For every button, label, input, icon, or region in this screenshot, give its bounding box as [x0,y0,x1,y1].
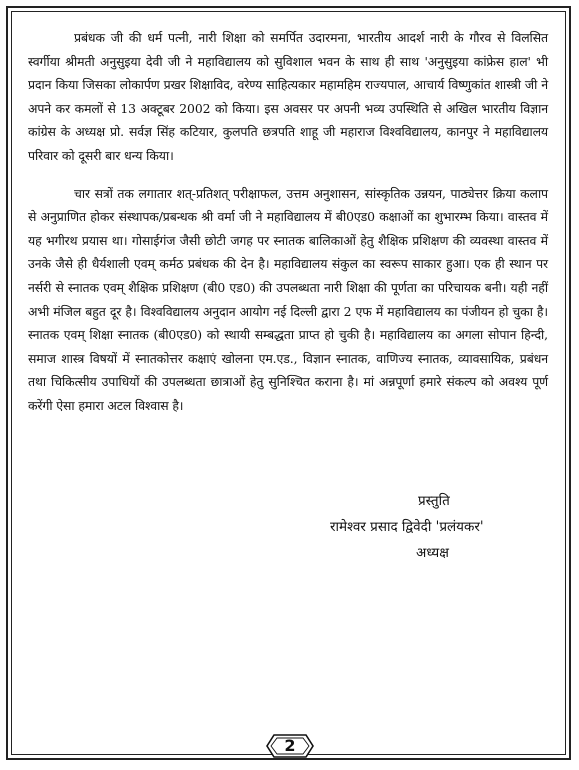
presented-by-label: प्रस्तुति [418,493,450,509]
document-body [28,26,548,432]
signatory-designation: अध्यक्ष [416,545,449,561]
paragraph-1: प्रबंधक जी की धर्म पत्नी, नारी शिक्षा को समर्पित उदारमना, भारतीय आदर्श नारी के गौरव से विलसित स्वर्गीया श्रीमती अनुसुइया देवी जी ने महाविद्यालय को सुविशाल भवन के साथ ही साथ 'अनुसुइया कांफ्रेस हाल' भी प्रदान किया जिसका लोकार्पण प्रखर शिक्षाविद, वरेण्य साहित्यकार महामहिम राज्यपाल, आचार्य विष्णुकांत शास्त्री जी ने अपने कर कमलों से 13 अक्टूबर 2002 को किया। इस अवसर पर अपनी भव्य उपस्थिति से अखिल भारतीय विज्ञान कांग्रेस के अध्यक्ष प्रो. सर्वज्ञ सिंह कटियार, कुलपति छत्रपति शाहू जी महाराज विश्वविद्यालय, कानपुर ने महाविद्यालय परिवार को दूसरी बार धन्य किया। [28,30,548,163]
signatory-name: रामेश्वर प्रसाद द्विवेदी 'प्रलंयकर' [330,519,484,535]
paragraph-2: चार सत्रों तक लगातार शत्-प्रतिशत् परीक्षाफल, उत्तम अनुशासन, सांस्कृतिक उन्नयन, पाठ्येत्तर क्रिया कलाप से अनुप्राणित होकर संस्थापक/प्रबन्धक श्री वर्मा जी ने महाविद्यालय में बी0एड0 कक्षाओं का शुभारम्भ किया। वास्तव में यह भगीरथ प्रयास था। गोसाईगंज जैसी छोटी जगह पर स्नातक बालिकाओं हेतु शैक्षिक प्रशिक्षण की व्यवस्था वास्तव में उनके जैसे ही धैर्यशाली एवम् कर्मठ प्रबंधक की देन है। महाविद्यालय संकुल का स्वरूप साकार हुआ। एक ही स्थान पर नर्सरी से स्नातक एवम् शैक्षिक प्रशिक्षण (बी0 एड0) की उपलब्धता नारी शिक्षा की पूर्णता का परिचायक बनी। यही नहीं अभी मंजिल बहुत दूर है। विश्वविद्यालय अनुदान आयोग नई दिल्ली द्वारा 2 एफ में महाविद्यालय का पंजीयन हो चुका है। स्नातक एवम् शिक्षा स्नातक (बी0एड0) को स्थायी सम्बद्धता प्राप्त हो चुकी है। महाविद्यालय का अगला सोपान हिन्दी, समाज शास्त्र विषयों में स्नातकोत्तर कक्षाएं खोलना एम.एड., विज्ञान स्नातक, वाणिज्य स्नातक, व्यावसायिक, प्रबंधन तथा चिकित्सीय उपाधियों की उपलब्धता छात्राओं हेतु सुनिश्चित कराना है। मां अन्नपूर्णा हमारे संकल्प को अवश्य पूर्ण करेंगी ऐसा हमारा अटल विश्वास है। [28,185,548,413]
page-number: 2 [284,736,296,755]
page-number-badge [266,733,314,759]
signature-block [330,488,560,566]
